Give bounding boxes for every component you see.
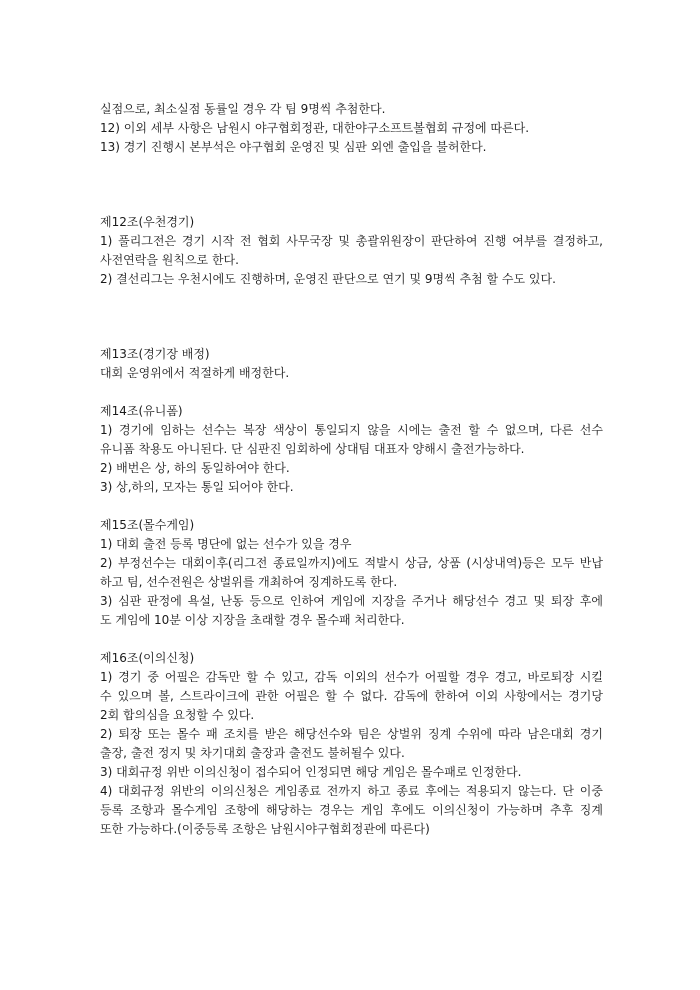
spacer: [100, 497, 603, 516]
article-line: 2) 배번은 상, 하의 동일하여야 한다.: [100, 461, 290, 475]
article-line: 하고 팀, 선수전원은 상벌위를 개최하여 징계하도록 한다.: [100, 575, 398, 589]
article-title: 제12조(우천경기): [100, 215, 195, 229]
article-line: 유니폼 착용도 아니된다. 단 심판진 임회하에 상대팀 대표자 양해시 출전가능하다.: [100, 442, 525, 456]
article-title: 제13조(경기장 배정): [100, 347, 210, 361]
intro-section: [100, 100, 603, 157]
spacer: [100, 383, 603, 402]
spacer: [100, 630, 603, 649]
intro-line-3: 13) 경기 진행시 본부석은 야구협회 운영진 및 심판 외엔 출입을 불허한다.: [100, 140, 487, 154]
article-line: 등록 조항과 몰수게임 조항에 해당하는 경우는 게임 후에도 이의신청이 가능하며 추후 징계: [100, 803, 603, 817]
article-15: [100, 516, 603, 630]
article-line: 2) 부정선수는 대회이후(리그전 종료일까지)에도 적발시 상금, 상품 (시상내역)등은 모두 반납: [100, 556, 603, 570]
article-line: 도 게임에 10분 이상 지장을 초래할 경우 몰수패 처리한다.: [100, 613, 405, 627]
article-line: 출장, 출전 정지 및 차기대회 출장과 출전도 불허될수 있다.: [100, 746, 405, 760]
article-title: 제15조(몰수게임): [100, 518, 195, 532]
article-line: 3) 심판 판정에 욕설, 난동 등으로 인하여 게임에 지장을 주거나 해당선수 경고 및 퇴장 후에: [100, 594, 603, 608]
article-line: 3) 대회규정 위반 이의신청이 접수되어 인정되면 해당 게임은 몰수패로 인정한다.: [100, 765, 522, 779]
document-page: [100, 100, 603, 839]
article-line: 1) 경기에 임하는 선수는 복장 색상이 통일되지 않을 시에는 출전 할 수 없으며, 다른 선수: [100, 423, 603, 437]
article-line: 3) 상,하의, 모자는 통일 되어야 한다.: [100, 480, 294, 494]
spacer: [100, 327, 603, 345]
article-line: 1) 대회 출전 등록 명단에 없는 선수가 있을 경우: [100, 537, 352, 551]
article-14: [100, 402, 603, 497]
article-16: [100, 649, 603, 839]
article-line: 대회 운영위에서 적절하게 배정한다.: [100, 366, 290, 380]
article-line: 수 있으며 볼, 스트라이크에 관한 어필은 할 수 없다. 감독에 한하여 이외 사항에서는 경기당: [100, 689, 603, 703]
article-title: 제14조(유니폼): [100, 404, 183, 418]
spacer: [100, 195, 603, 213]
article-line: 4) 대회규정 위반의 이의신청은 게임종료 전까지 하고 종료 후에는 적용되지 않는다. 단 이중: [100, 784, 603, 798]
intro-line-2: 12) 이외 세부 사항은 남원시 야구협회정관, 대한야구소프트볼협회 규정에 따른다.: [100, 121, 530, 135]
article-line: 2회 합의심을 요청할 수 있다.: [100, 708, 255, 722]
article-line: 1) 풀리그전은 경기 시작 전 협회 사무국장 및 총괄위원장이 판단하여 진행 여부를 결정하고,: [100, 234, 603, 248]
article-title: 제16조(이의신청): [100, 651, 195, 665]
article-line: 또한 가능하다.(이중등록 조항은 남원시야구협회정관에 따른다): [100, 822, 430, 836]
article-line: 2) 퇴장 또는 몰수 패 조치를 받은 해당선수와 팀은 상벌위 징계 수위에 따라 남은대회 경기: [100, 727, 603, 741]
article-12: [100, 213, 603, 289]
article-13: [100, 345, 603, 383]
intro-line-1: 실점으로, 최소실점 동률일 경우 각 팀 9명씩 추첨한다.: [100, 102, 386, 116]
article-line: 1) 경기 중 어필은 감독만 할 수 있고, 감독 이외의 선수가 어필할 경우 경고, 바로퇴장 시킬: [100, 670, 603, 684]
article-line: 2) 결선리그는 우천시에도 진행하며, 운영진 판단으로 연기 및 9명씩 추첨 할 수도 있다.: [100, 272, 556, 286]
article-line: 사전연락을 원칙으로 한다.: [100, 253, 239, 267]
spacer: [100, 289, 603, 327]
spacer: [100, 157, 603, 195]
